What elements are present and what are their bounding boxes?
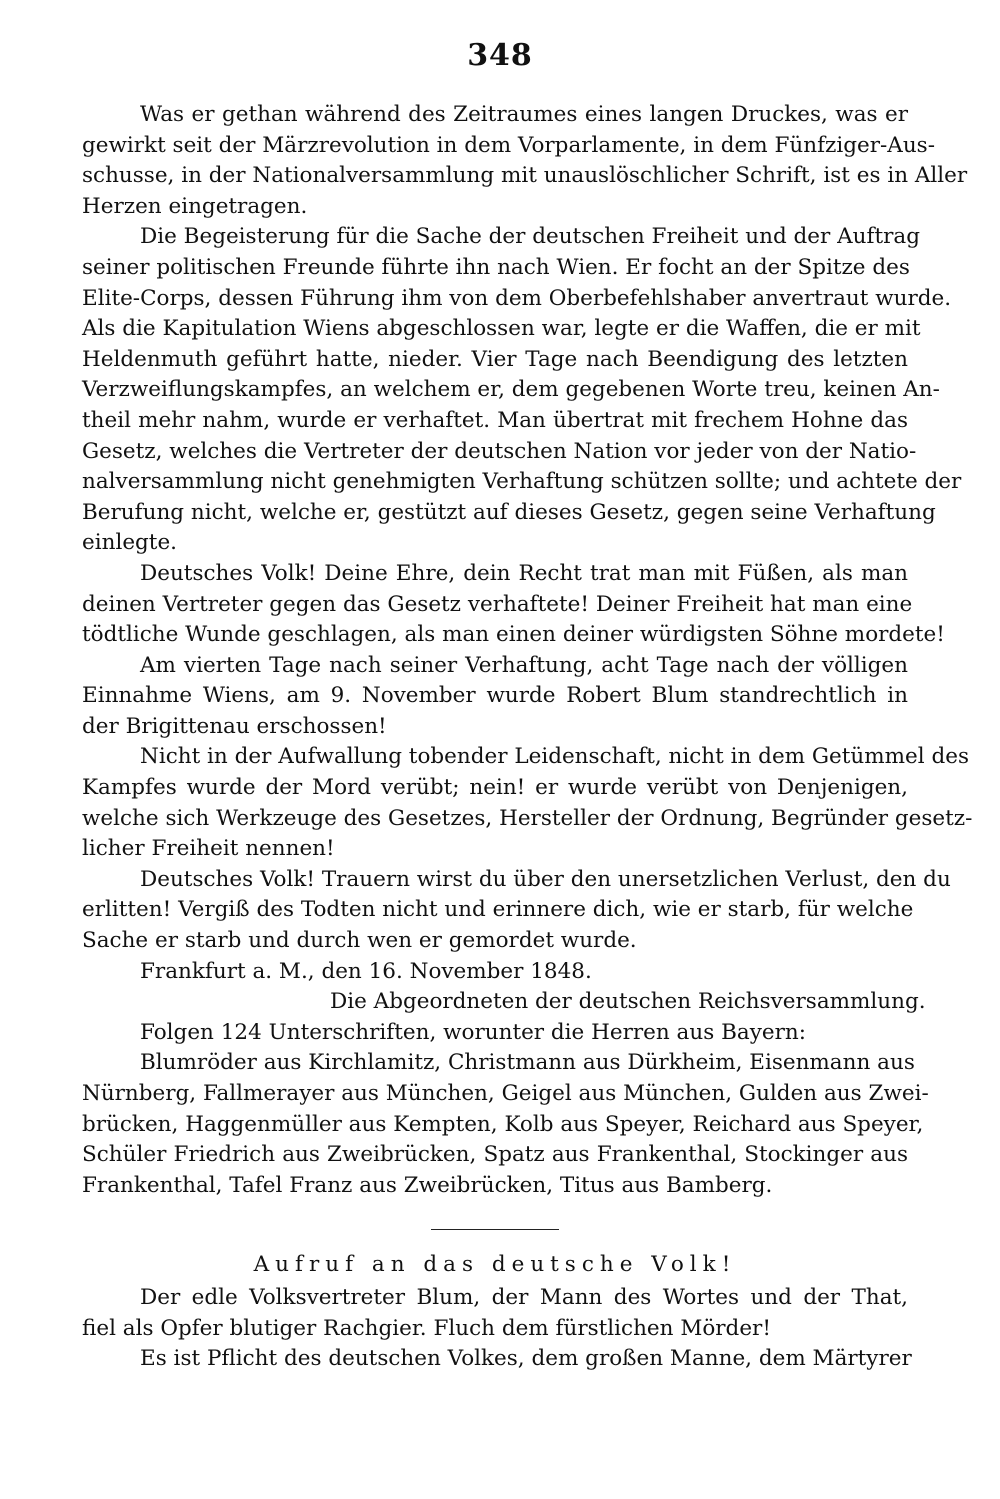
text-line: Der edle Volksvertreter Blum, der Mann des Wortes und der That, [140,1284,908,1310]
paragraph-7 [82,1018,908,1049]
paragraph-1 [82,100,968,222]
text-line: Frankenthal, Tafel Franz aus Zweibrücken, Titus aus Bamberg. [82,1172,773,1198]
text-line: Es ist Pflicht des deutschen Volkes, dem großen Manne, dem Märtyrer [140,1346,912,1372]
text-line: Nürnberg, Fallmerayer aus München, Geigel aus München, Gulden aus Zwei- [82,1081,929,1106]
section-heading: Aufruf an das deutsche Volk! [253,1252,737,1278]
paragraph-4 [82,651,908,743]
text-line: der Brigittenau erschossen! [82,713,387,739]
paragraph-3 [82,559,945,651]
text-line: Am vierten Tage nach seiner Verhaftung, acht Tage nach der völligen [140,652,908,678]
text-line: deinen Vertreter gegen das Gesetz verhaftete! Deiner Freiheit hat man eine [82,591,913,617]
text-line: Die Begeisterung für die Sache der deutschen Freiheit und der Auftrag [140,224,920,250]
text-line: seiner politischen Freunde führte ihn nach Wien. Er focht an der Spitze des [82,254,910,280]
paragraph-2 [82,222,962,559]
text-line: fiel als Opfer blutiger Rachgier. Fluch dem fürstlichen Mörder! [82,1315,771,1341]
text-line: Elite-Corps, dessen Führung ihm von dem Oberbefehlshaber anvertraut wurde. [82,285,952,311]
body-text [82,100,973,1375]
place-date: Frankfurt a. M., den 16. November 1848. [140,958,592,984]
text-line: nalversammlung nicht genehmigten Verhaftung schützen sollte; und achtete der [82,469,962,495]
page-number: 348 [467,38,533,73]
paragraph-9 [82,1283,908,1344]
text-line: gewirkt seit der Märzrevolution in dem Vorparlamente, in dem Fünfziger-Aus- [82,132,935,158]
text-line: tödtliche Wunde geschlagen, als man einen deiner würdigsten Söhne mordete! [82,622,945,648]
text-line: Schüler Friedrich aus Zweibrücken, Spatz aus Frankenthal, Stockinger aus [82,1142,908,1168]
text-line: einlegte. [82,530,178,556]
text-line: Heldenmuth geführt hatte, nieder. Vier Tage nach Beendigung des letzten [82,346,908,372]
text-line: Berufung nicht, welche er, gestützt auf dieses Gesetz, gegen seine Verhaftung [82,499,936,525]
text-line: Was er gethan während des Zeitraumes eines langen Druckes, was er [140,102,908,127]
section-divider [431,1229,559,1230]
text-line: Deutsches Volk! Deine Ehre, dein Recht trat man mit Füßen, als man [140,560,908,586]
text-line: Gesetz, welches die Vertreter der deutschen Nation vor jeder von der Natio- [82,438,917,464]
text-line: Einnahme Wiens, am 9. November wurde Robert Blum standrechtlich in [82,683,908,709]
text-line: schusse, in der Nationalversammlung mit unauslöschlicher Schrift, ist es in Aller [82,163,968,189]
text-line: Nicht in der Aufwallung tobender Leidenschaft, nicht in dem Getümmel des [140,744,969,770]
text-line: Herzen eingetragen. [82,193,308,219]
text-line: theil mehr nahm, wurde er verhaftet. Man übertrat mit frechem Hohne das [82,407,908,433]
paragraph-6 [82,865,951,957]
text-line: Als die Kapitulation Wiens abgeschlossen war, legte er die Waffen, die er mit [82,316,921,342]
signatories-list [82,1048,929,1201]
paragraph-10 [82,1344,912,1375]
text-line: Kampfes wurde der Mord verübt; nein! er wurde verübt von Denjenigen, [82,775,908,801]
text-line: licher Freiheit nennen! [82,836,335,862]
text-line: welche sich Werkzeuge des Gesetzes, Hersteller der Ordnung, Begründer gesetz- [82,805,973,831]
text-line: Blumröder aus Kirchlamitz, Christmann aus Dürkheim, Eisenmann aus [140,1050,915,1076]
signature: Die Abgeordneten der deutschen Reichsversammlung. [330,989,926,1015]
text-line: Folgen 124 Unterschriften, worunter die Herren aus Bayern: [140,1019,806,1045]
text-line: Deutsches Volk! Trauern wirst du über den unersetzlichen Verlust, den du [140,866,951,892]
text-line: erlitten! Vergiß des Todten nicht und erinnere dich, wie er starb, für welche [82,897,914,923]
text-line: Verzweiflungskampfes, an welchem er, dem gegebenen Worte treu, keinen An- [82,377,940,403]
paragraph-5 [82,742,973,864]
text-line: brücken, Haggenmüller aus Kempten, Kolb aus Speyer, Reichard aus Speyer, [82,1111,924,1137]
text-line: Sache er starb und durch wen er gemordet wurde. [82,928,637,954]
